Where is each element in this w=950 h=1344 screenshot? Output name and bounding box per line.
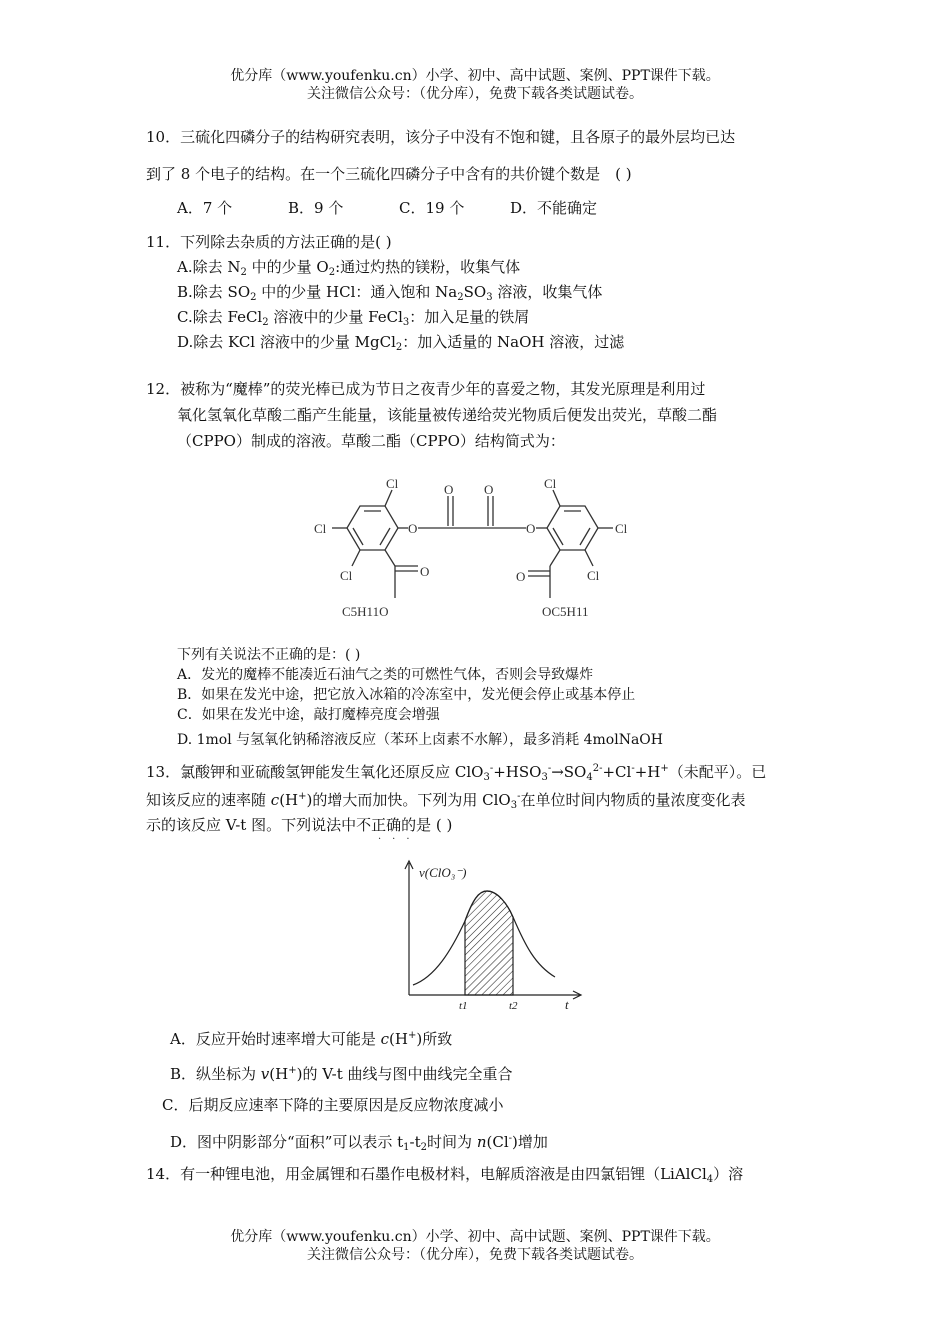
- atom-o: O: [526, 521, 536, 536]
- q14-stem: 14．有一种锂电池，用金属锂和石墨作电极材料，电解质溶液是由四氯铝锂（LiAlCl$_4$）溶: [146, 1165, 744, 1185]
- q11-option-c: C.除去 FeCl$_2$ 溶液中的少量 FeCl$_3$：加入足量的铁屑: [177, 308, 530, 328]
- atom-cl: Cl: [615, 521, 628, 536]
- q10-option-b: B．9 个: [288, 199, 344, 217]
- t2-label: t2: [509, 1000, 518, 1012]
- q10-option-a: A．7 个: [177, 199, 233, 217]
- q13-option-b: B．纵坐标为 v(H+)的 V-t 曲线与图中曲线完全重合: [170, 1065, 513, 1083]
- t-axis-label: t: [565, 997, 569, 1012]
- q10-option-d: D．不能确定: [510, 199, 598, 217]
- q12-option-c: C．如果在发光中途，敲打魔棒亮度会增强: [177, 707, 440, 723]
- q13-stem-1: 13．氯酸钾和亚硫酸氢钾能发生氧化还原反应 $ClO_3^-+HSO_3^-\to SO_4^{2-}+Cl^-+H^+$（未配平）。已: [146, 763, 767, 783]
- q10-stem-2: 到了 8 个电子的结构。在一个三硫化四磷分子中含有的共价键个数是 ( ): [146, 165, 632, 183]
- q12-prompt: 下列有关说法不正确的是：( ): [177, 647, 361, 663]
- atom-cl: Cl: [314, 521, 327, 536]
- q12-stem-2: 氧化氢氧化草酸二酯产生能量，该能量被传递给荧光物质后便发出荧光，草酸二酯: [177, 406, 718, 424]
- q12-stem-3: （CPPO）制成的溶液。草酸二酯（CPPO）结构简式为：: [177, 432, 565, 450]
- q11-stem: 11．下列除去杂质的方法正确的是( ): [146, 233, 392, 251]
- q11-option-a: A.除去 $N_2$ 中的少量 $O_2$:通过灼热的镁粉，收集气体: [177, 258, 521, 278]
- y-axis-label: v(ClO₃⁻): [419, 865, 467, 880]
- header-line-1: 优分库（www.youfenku.cn）小学、初中、高中试题、案例、PPT课件下载。: [230, 68, 720, 84]
- atom-o: O: [444, 482, 454, 497]
- q13-option-d: D．图中阴影部分“面积”可以表示 $t_1-t_2$时间为 n(Cl-)增加: [170, 1133, 548, 1153]
- q10-stem-1: 10．三硫化四磷分子的结构研究表明，该分子中没有不饱和键，且各原子的最外层均已达: [146, 128, 736, 146]
- footer-line-1: 优分库（www.youfenku.cn）小学、初中、高中试题、案例、PPT课件下载。: [230, 1229, 720, 1245]
- atom-cl: Cl: [544, 476, 557, 491]
- oc5h11-group: OC5H11: [542, 604, 589, 619]
- q12-stem-1: 12．被称为“魔棒”的荧光棒已成为节日之夜青少年的喜爱之物，其发光原理是利用过: [146, 380, 706, 398]
- q13-option-c: C．后期反应速率下降的主要原因是反应物浓度减小: [162, 1096, 504, 1114]
- atom-cl: Cl: [386, 476, 399, 491]
- q11-option-b: B.除去 $SO_2$ 中的少量 HCl：通入饱和 $Na_2SO_3$ 溶液，收集气体: [177, 283, 603, 303]
- atom-o: O: [420, 564, 430, 579]
- atom-o: O: [484, 482, 494, 497]
- q12-option-b: B．如果在发光中途，把它放入冰箱的冷冻室中，发光便会停止或基本停止: [177, 687, 636, 703]
- q13-stem-3: 示的该反应 V-t 图。下列说法中不正确的是 ( ): [146, 816, 453, 834]
- atom-cl: Cl: [587, 568, 600, 583]
- c5h11o-group: C5H11O: [342, 604, 389, 619]
- left-benzene-ring: [347, 506, 398, 550]
- q12-option-a: A．发光的魔棒不能凑近石油气之类的可燃性气体，否则会导致爆炸: [177, 667, 594, 683]
- q11-option-d: D.除去 KCl 溶液中的少量 MgCl$_2$：加入适量的 NaOH 溶液，过滤: [177, 333, 625, 353]
- atom-cl: Cl: [340, 568, 353, 583]
- header-line-2: 关注微信公众号：（优分库），免费下载各类试题试卷。: [307, 86, 643, 102]
- vt-graph: [395, 855, 595, 1015]
- emphasis-dots: ···: [378, 834, 421, 845]
- q13-option-a: A．反应开始时速率增大可能是 c(H+)所致: [170, 1030, 453, 1048]
- q10-option-c: C．19 个: [399, 199, 465, 217]
- atom-o: O: [408, 521, 418, 536]
- q12-option-d: D. 1mol 与氢氧化钠稀溶液反应（苯环上卤素不水解），最多消耗 4molNaOH: [177, 732, 663, 748]
- footer-line-2: 关注微信公众号：（优分库），免费下载各类试题试卷。: [307, 1247, 643, 1263]
- cppo-structure-diagram: [280, 468, 660, 628]
- q13-stem-2: 知该反应的速率随 c(H+)的增大而加快。下列为用 ClO$_3$-在单位时间内物质的量浓度变化表: [146, 791, 746, 811]
- right-benzene-ring: [547, 506, 598, 550]
- atom-o: O: [516, 569, 526, 584]
- t1-label: t1: [459, 1000, 468, 1012]
- shaded-area: [465, 891, 513, 995]
